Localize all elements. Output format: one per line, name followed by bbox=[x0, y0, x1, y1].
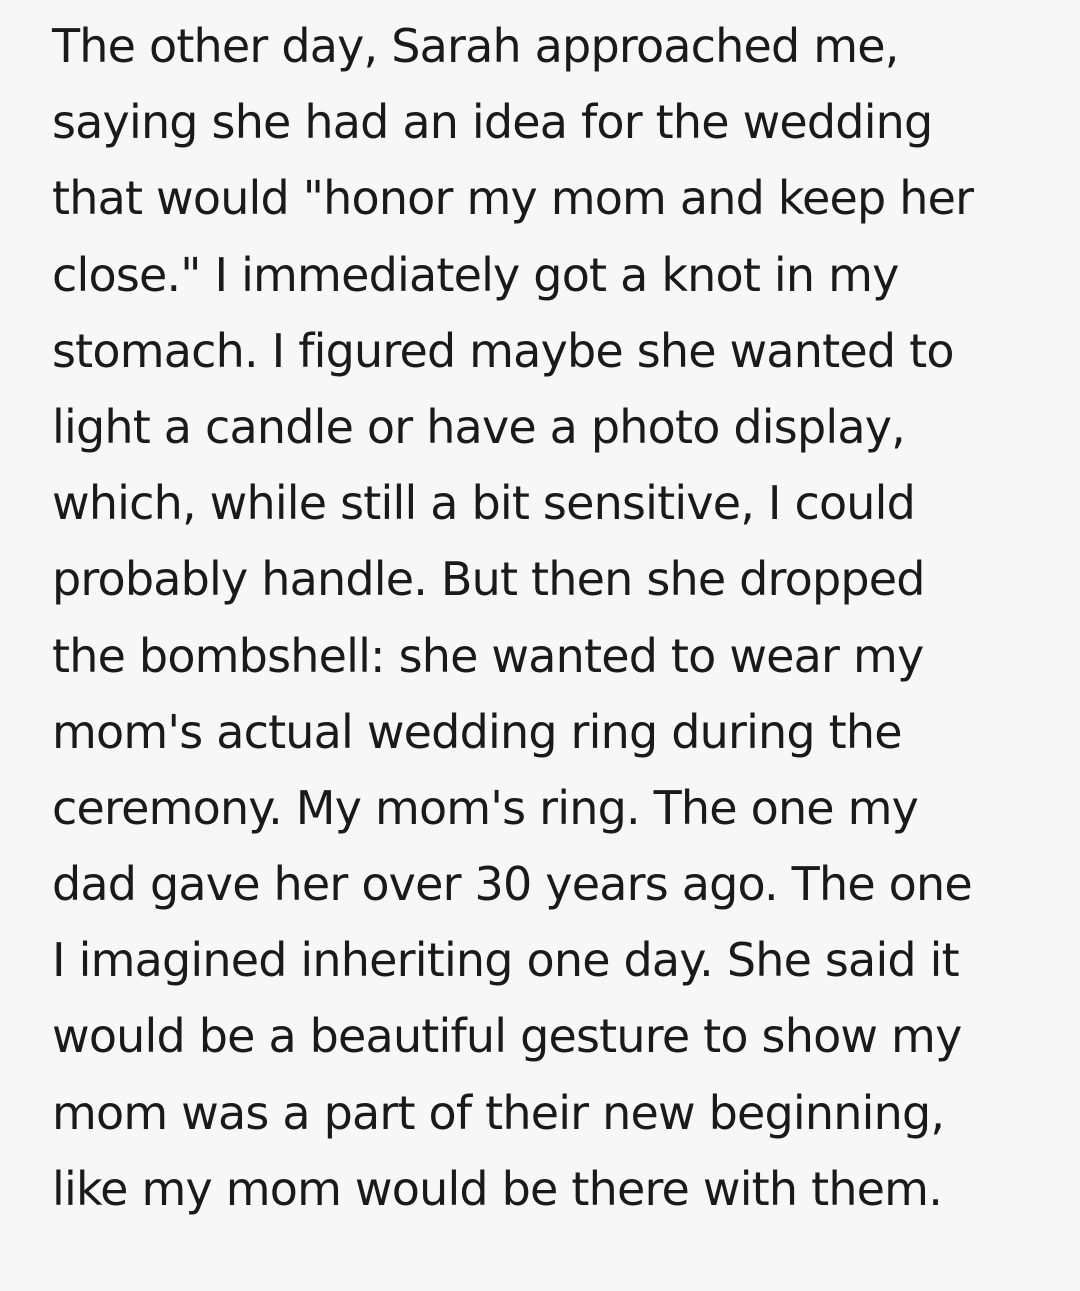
story-line: close." I immediately got a knot in my bbox=[52, 247, 899, 302]
story-line: I imagined inheriting one day. She said it bbox=[52, 933, 959, 988]
story-line: would be a beautiful gesture to show my bbox=[52, 1009, 962, 1064]
story-line: like my mom would be there with them. bbox=[52, 1161, 943, 1216]
story-line: that would "honor my mom and keep her bbox=[52, 171, 974, 226]
story-line: The other day, Sarah approached me, bbox=[52, 19, 899, 73]
story-text bbox=[52, 8, 1052, 1227]
story-line: mom was a part of their new beginning, bbox=[52, 1085, 945, 1140]
story-line: light a candle or have a photo display, bbox=[52, 399, 905, 454]
story-line: the bombshell: she wanted to wear my bbox=[52, 628, 924, 683]
story-line: stomach. I figured maybe she wanted to bbox=[52, 323, 954, 378]
story-line: probably handle. But then she dropped bbox=[52, 552, 925, 607]
story-line: ceremony. My mom's ring. The one my bbox=[52, 780, 919, 835]
story-line: saying she had an idea for the wedding bbox=[52, 95, 933, 150]
story-line: which, while still a bit sensitive, I could bbox=[52, 476, 916, 531]
story-line: mom's actual wedding ring during the bbox=[52, 704, 902, 759]
story-line: dad gave her over 30 years ago. The one bbox=[52, 857, 972, 912]
